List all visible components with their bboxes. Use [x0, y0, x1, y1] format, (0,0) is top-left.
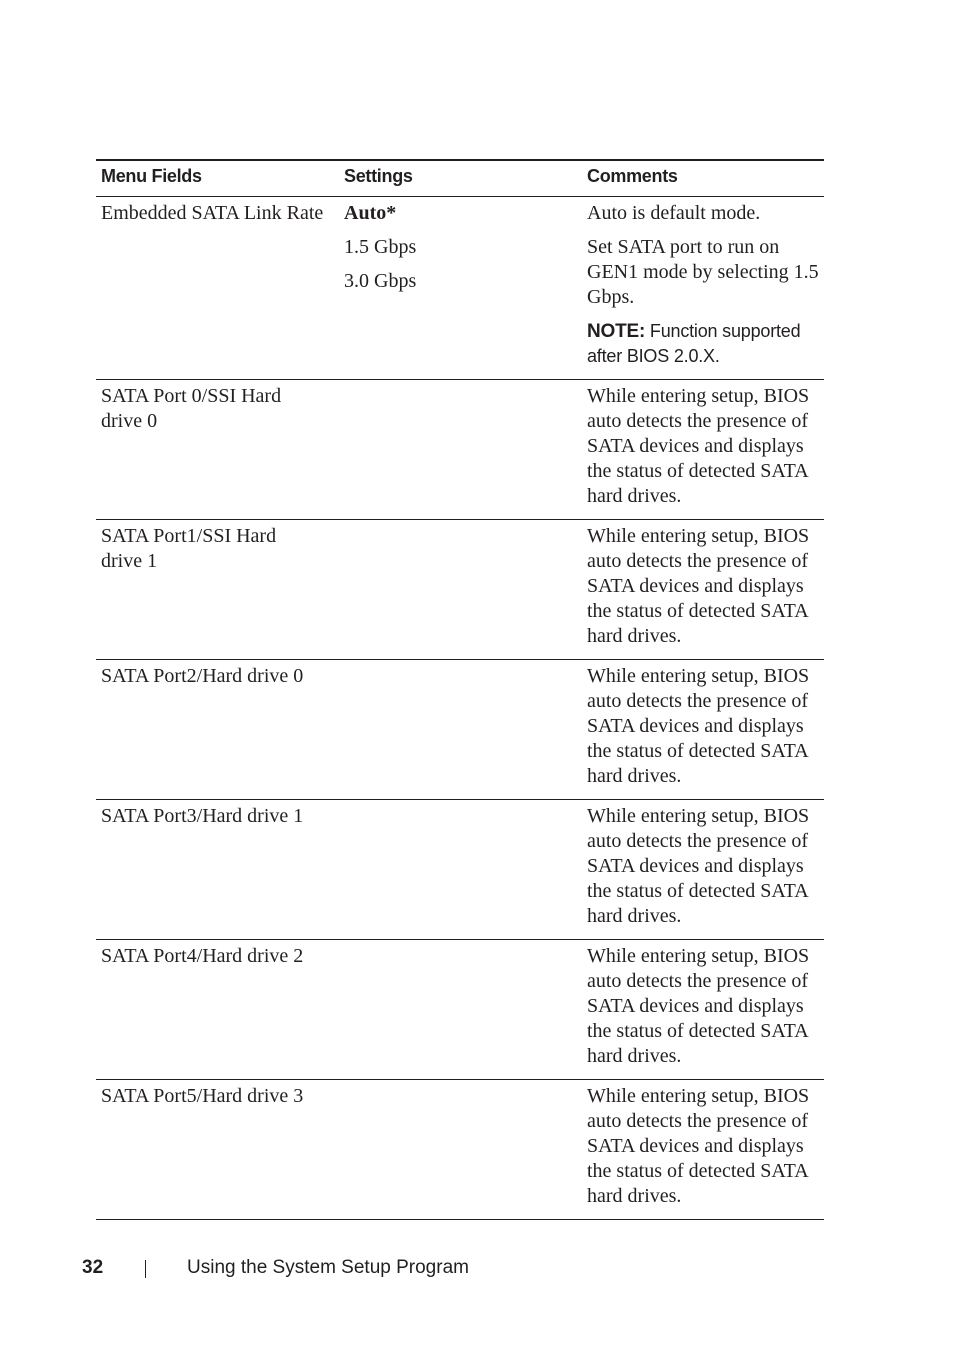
- comments-cell: [582, 800, 824, 940]
- table-row: [96, 800, 824, 940]
- comments-cell: [582, 197, 824, 380]
- header-settings: Settings: [344, 166, 413, 186]
- note-label: NOTE:: [587, 321, 646, 342]
- menu-field-text: SATA Port4/Hard drive 2: [101, 945, 304, 967]
- settings-cell: [339, 1080, 582, 1220]
- comment-text: While entering setup, BIOS auto detects the presence of SATA devices and displays the status of detected SATA hard drives.: [587, 385, 810, 507]
- comments-cell: [582, 1080, 824, 1220]
- comment-text: While entering setup, BIOS auto detects the presence of SATA devices and displays the status of detected SATA hard drives.: [587, 665, 810, 787]
- table-header-row: [96, 160, 824, 197]
- note-text: Function supported after BIOS 2.0.X.: [587, 321, 801, 366]
- settings-cell: [339, 380, 582, 520]
- table-row: [96, 1080, 824, 1220]
- table-row: [96, 520, 824, 660]
- settings-cell: [339, 660, 582, 800]
- settings-cell: [339, 800, 582, 940]
- header-menu-fields: Menu Fields: [101, 166, 202, 186]
- menu-field-cell: [96, 660, 339, 800]
- comment-text: While entering setup, BIOS auto detects the presence of SATA devices and displays the status of detected SATA hard drives.: [587, 525, 810, 647]
- menu-field-cell: [96, 1080, 339, 1220]
- settings-table: [96, 159, 824, 1220]
- menu-field-text: SATA Port 0/SSI Hard drive 0: [101, 385, 282, 432]
- settings-cell: [339, 197, 582, 380]
- settings-table-container: [96, 159, 824, 1220]
- footer-divider: [145, 1260, 146, 1278]
- menu-field-text: SATA Port1/SSI Hard drive 1: [101, 525, 277, 572]
- menu-field-text: SATA Port3/Hard drive 1: [101, 805, 304, 827]
- page-number: 32: [82, 1257, 104, 1278]
- table-row: [96, 197, 824, 380]
- header-comments: Comments: [587, 166, 678, 186]
- comments-cell: [582, 660, 824, 800]
- comments-cell: [582, 940, 824, 1080]
- settings-cell: [339, 520, 582, 660]
- comments-cell: [582, 520, 824, 660]
- menu-field-cell: [96, 940, 339, 1080]
- menu-field-text: SATA Port2/Hard drive 0: [101, 665, 304, 687]
- menu-field-cell: [96, 800, 339, 940]
- settings-cell: [339, 940, 582, 1080]
- menu-field-text: Embedded SATA Link Rate: [101, 202, 324, 224]
- comment-text: While entering setup, BIOS auto detects the presence of SATA devices and displays the status of detected SATA hard drives.: [587, 805, 810, 927]
- table-row: [96, 660, 824, 800]
- menu-field-cell: [96, 380, 339, 520]
- setting-option: 3.0 Gbps: [344, 270, 417, 292]
- footer-chapter-title: Using the System Setup Program: [187, 1257, 469, 1278]
- comment-text: Auto is default mode.: [587, 202, 761, 224]
- setting-option: Auto*: [344, 202, 397, 224]
- note: [587, 319, 819, 369]
- comment-text: While entering setup, BIOS auto detects the presence of SATA devices and displays the status of detected SATA hard drives.: [587, 945, 810, 1067]
- comment-text: While entering setup, BIOS auto detects the presence of SATA devices and displays the status of detected SATA hard drives.: [587, 1085, 810, 1207]
- comments-cell: [582, 380, 824, 520]
- table-row: [96, 380, 824, 520]
- menu-field-text: SATA Port5/Hard drive 3: [101, 1085, 304, 1107]
- comment-text: Set SATA port to run on GEN1 mode by selecting 1.5 Gbps.: [587, 236, 819, 308]
- menu-field-cell: [96, 197, 339, 380]
- menu-field-cell: [96, 520, 339, 660]
- table-row: [96, 940, 824, 1080]
- setting-option: 1.5 Gbps: [344, 236, 417, 258]
